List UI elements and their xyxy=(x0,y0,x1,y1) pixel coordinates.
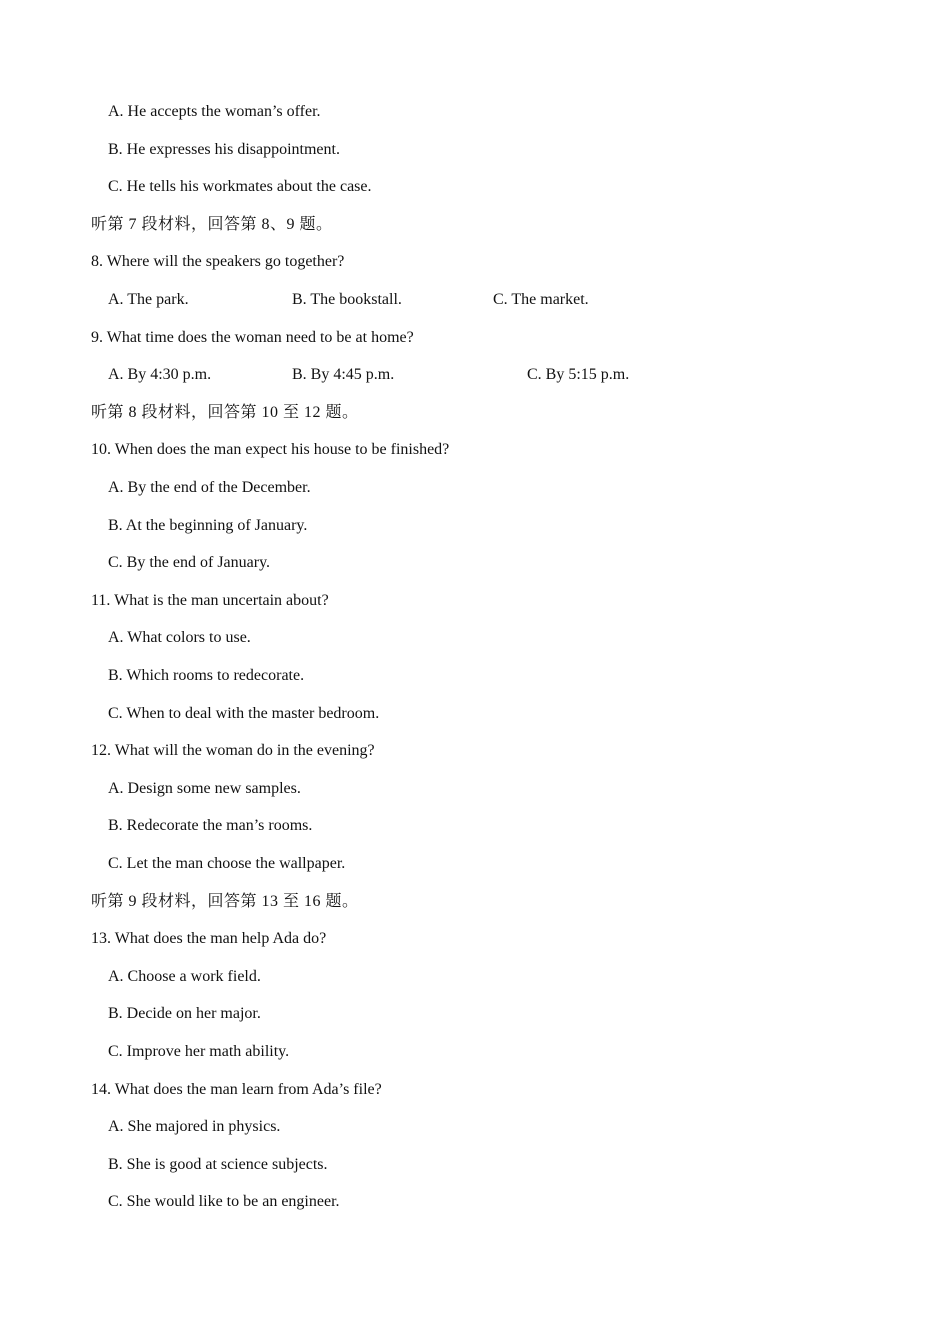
question-text: 14. What does the man learn from Ada’s file? xyxy=(91,1081,382,1098)
section-instruction: 听第 9 段材料，回答第 13 至 16 题。 xyxy=(91,893,359,910)
answer-option: C. By the end of January. xyxy=(108,554,271,571)
answer-option: A. He accepts the woman’s offer. xyxy=(108,103,321,120)
answer-option: A. By the end of the December. xyxy=(108,479,311,496)
question-text: 9. What time does the woman need to be at home? xyxy=(91,329,414,346)
answer-option: B. Redecorate the man’s rooms. xyxy=(108,817,313,834)
answer-option: A. What colors to use. xyxy=(108,629,251,646)
question-text: 11. What is the man uncertain about? xyxy=(91,592,329,609)
question-text: 13. What does the man help Ada do? xyxy=(91,930,327,947)
section-instruction: 听第 7 段材料，回答第 8、9 题。 xyxy=(91,216,333,233)
question-text: 10. When does the man expect his house to be finished? xyxy=(91,441,450,458)
option-a: A. The park. xyxy=(108,291,189,308)
answer-option: A. Choose a work field. xyxy=(108,968,261,985)
option-b: B. By 4:45 p.m. xyxy=(292,366,395,383)
answer-option: C. Let the man choose the wallpaper. xyxy=(108,855,346,872)
answer-option: B. Decide on her major. xyxy=(108,1005,261,1022)
answer-option: B. At the beginning of January. xyxy=(108,517,308,534)
answer-option: A. Design some new samples. xyxy=(108,780,301,797)
answer-option: C. He tells his workmates about the case. xyxy=(108,178,372,195)
section-instruction: 听第 8 段材料，回答第 10 至 12 题。 xyxy=(91,404,359,421)
option-c: C. By 5:15 p.m. xyxy=(527,366,630,383)
answer-option: A. She majored in physics. xyxy=(108,1118,281,1135)
option-a: A. By 4:30 p.m. xyxy=(108,366,212,383)
option-c: C. The market. xyxy=(493,291,589,308)
question-text: 8. Where will the speakers go together? xyxy=(91,253,345,270)
option-b: B. The bookstall. xyxy=(292,291,402,308)
answer-option: B. Which rooms to redecorate. xyxy=(108,667,305,684)
answer-option: B. She is good at science subjects. xyxy=(108,1156,328,1173)
answer-option: C. Improve her math ability. xyxy=(108,1043,290,1060)
answer-option: B. He expresses his disappointment. xyxy=(108,141,340,158)
answer-option: C. She would like to be an engineer. xyxy=(108,1193,340,1210)
question-text: 12. What will the woman do in the evening? xyxy=(91,742,375,759)
answer-option: C. When to deal with the master bedroom. xyxy=(108,705,380,722)
